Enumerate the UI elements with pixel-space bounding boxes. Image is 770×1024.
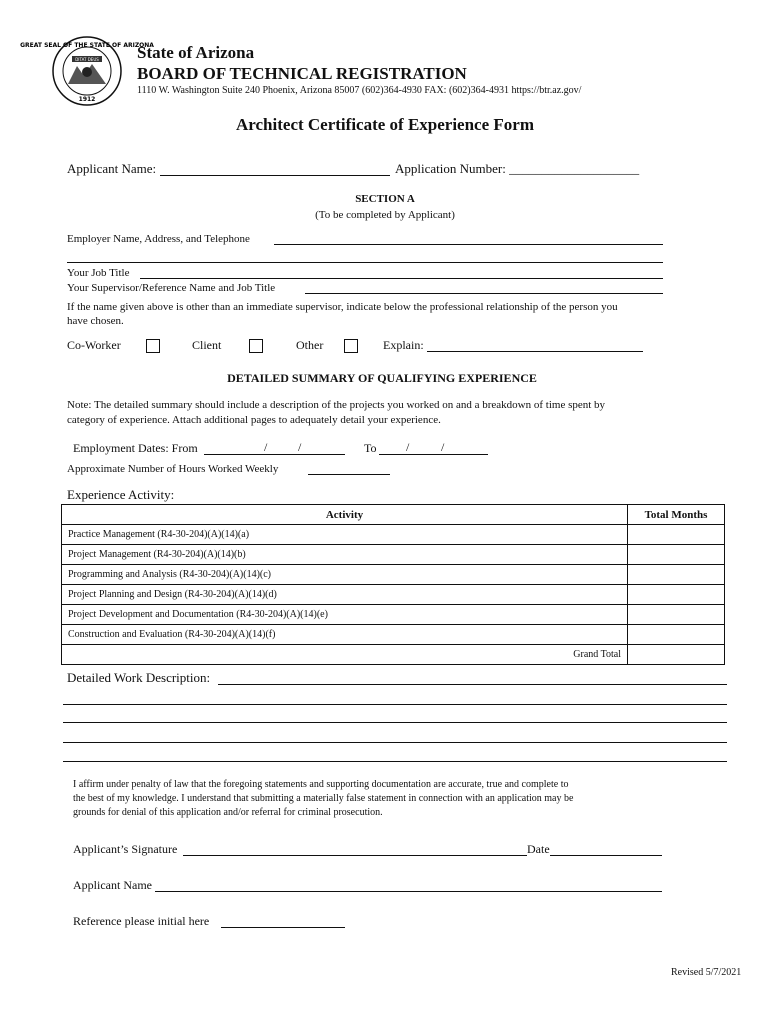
grand-total-input-cell[interactable] <box>628 645 725 665</box>
to-date-slash-1: / <box>406 440 410 454</box>
option-coworker-label: Co-Worker <box>67 338 121 352</box>
date-label: Date <box>527 842 550 856</box>
relationship-note: If the name given above is other than an immediate supervisor, indicate below the professional relationship of the person you <box>67 301 618 313</box>
date-field[interactable] <box>550 855 662 856</box>
experience-label: Experience Activity: <box>67 487 175 502</box>
table-row <box>62 525 725 545</box>
activity-cell: Project Development and Documentation (R4-30-204)(A)(14)(e) <box>62 605 628 625</box>
hours-field[interactable] <box>308 474 390 475</box>
activity-cell: Project Management (R4-30-204)(A)(14)(b) <box>62 545 628 565</box>
client-checkbox[interactable] <box>249 339 263 353</box>
grand-total-label: Grand Total <box>62 645 628 665</box>
revised-date: Revised 5/7/2021 <box>671 967 742 978</box>
months-input-cell[interactable] <box>628 605 725 625</box>
explain-field[interactable] <box>427 351 643 352</box>
applicant-name-sign-label: Applicant Name <box>73 878 152 892</box>
months-input-cell[interactable] <box>628 545 725 565</box>
from-date-slash-2: / <box>298 440 302 454</box>
board-name: BOARD OF TECHNICAL REGISTRATION <box>137 64 467 83</box>
table-row <box>62 585 725 605</box>
months-input-cell[interactable] <box>628 525 725 545</box>
supervisor-field[interactable] <box>305 293 663 294</box>
affirmation-line-3: grounds for denial of this application and/or referral for criminal prosecution. <box>73 807 383 818</box>
work-description-field[interactable] <box>218 684 727 685</box>
to-date-field[interactable] <box>379 454 488 455</box>
form-title: Architect Certificate of Experience Form <box>236 115 534 134</box>
section-a-title: SECTION A <box>355 193 415 205</box>
seal-motto: DITAT DEUS <box>75 57 99 62</box>
initial-label: Reference please initial here <box>73 914 210 928</box>
activity-cell: Project Planning and Design (R4-30-204)(A)(14)(d) <box>62 585 628 605</box>
option-client-label: Client <box>192 338 222 352</box>
application-number-label[interactable]: Application Number: ____________________ <box>395 161 640 176</box>
from-date-slash-1: / <box>264 440 268 454</box>
applicant-name-label: Applicant Name: <box>67 161 157 176</box>
signature-field[interactable] <box>183 855 527 856</box>
table-row <box>62 625 725 645</box>
supervisor-label: Your Supervisor/Reference Name and Job Title <box>67 282 276 294</box>
experience-table <box>61 504 725 665</box>
employer-field-line-2[interactable] <box>67 262 663 263</box>
other-checkbox[interactable] <box>344 339 358 353</box>
option-other-label: Other <box>296 338 324 352</box>
work-description-label: Detailed Work Description: <box>67 670 211 685</box>
to-date-label: To <box>364 441 377 455</box>
initial-field[interactable] <box>221 927 345 928</box>
employer-label: Employer Name, Address, and Telephone <box>67 233 250 245</box>
work-description-line[interactable] <box>63 761 727 762</box>
months-input-cell[interactable] <box>628 625 725 645</box>
work-description-line[interactable] <box>63 704 727 705</box>
affirmation-line-1: I affirm under penalty of law that the foregoing statements and supporting documentation are accurate, true and complete to <box>73 779 569 790</box>
relationship-note-2: have chosen. <box>67 315 124 327</box>
affirmation-line-2: the best of my knowledge. I understand that submitting a materially false statement in connection with an application may be <box>73 793 574 804</box>
explain-label: Explain: <box>383 338 424 352</box>
coworker-checkbox[interactable] <box>146 339 160 353</box>
grand-total-row <box>62 645 725 665</box>
job-title-label: Your Job Title <box>67 267 130 279</box>
col-total-months: Total Months <box>628 505 725 525</box>
summary-note-1: Note: The detailed summary should include a description of the projects you worked on and a breakdown of time spent by <box>67 399 606 411</box>
summary-title: DETAILED SUMMARY OF QUALIFYING EXPERIENCE <box>227 371 537 385</box>
hours-label: Approximate Number of Hours Worked Weekly <box>67 463 279 475</box>
work-description-line[interactable] <box>63 722 727 723</box>
to-date-slash-2: / <box>441 440 445 454</box>
months-input-cell[interactable] <box>628 585 725 605</box>
applicant-name-sign-field[interactable] <box>155 891 662 892</box>
activity-cell: Construction and Evaluation (R4-30-204)(A)(14)(f) <box>62 625 628 645</box>
activity-cell: Programming and Analysis (R4-30-204)(A)(14)(c) <box>62 565 628 585</box>
seal-year: 1912 <box>78 96 96 103</box>
months-input-cell[interactable] <box>628 565 725 585</box>
col-activity: Activity <box>62 505 628 525</box>
table-row <box>62 605 725 625</box>
employer-field[interactable] <box>274 244 663 245</box>
state-name: State of Arizona <box>137 43 255 62</box>
employment-dates-label: Employment Dates: From <box>73 441 198 455</box>
work-description-line[interactable] <box>63 742 727 743</box>
board-address: 1110 W. Washington Suite 240 Phoenix, Arizona 85007 (602)364-4930 FAX: (602)364-4931 https://btr.az.gov/ <box>137 85 582 96</box>
seal-text: GREAT SEAL OF THE STATE OF ARIZONA <box>20 42 154 49</box>
table-row <box>62 545 725 565</box>
job-title-field[interactable] <box>140 278 663 279</box>
signature-label: Applicant’s Signature <box>73 842 178 856</box>
table-row <box>62 565 725 585</box>
state-seal-logo <box>20 36 154 106</box>
activity-cell: Practice Management (R4-30-204)(A)(14)(a) <box>62 525 628 545</box>
applicant-name-field[interactable] <box>160 175 390 176</box>
summary-note-2: category of experience. Attach additional pages to adequately detail your experience. <box>67 414 441 426</box>
from-date-field[interactable] <box>204 454 345 455</box>
section-a-subtitle: (To be completed by Applicant) <box>315 209 455 221</box>
